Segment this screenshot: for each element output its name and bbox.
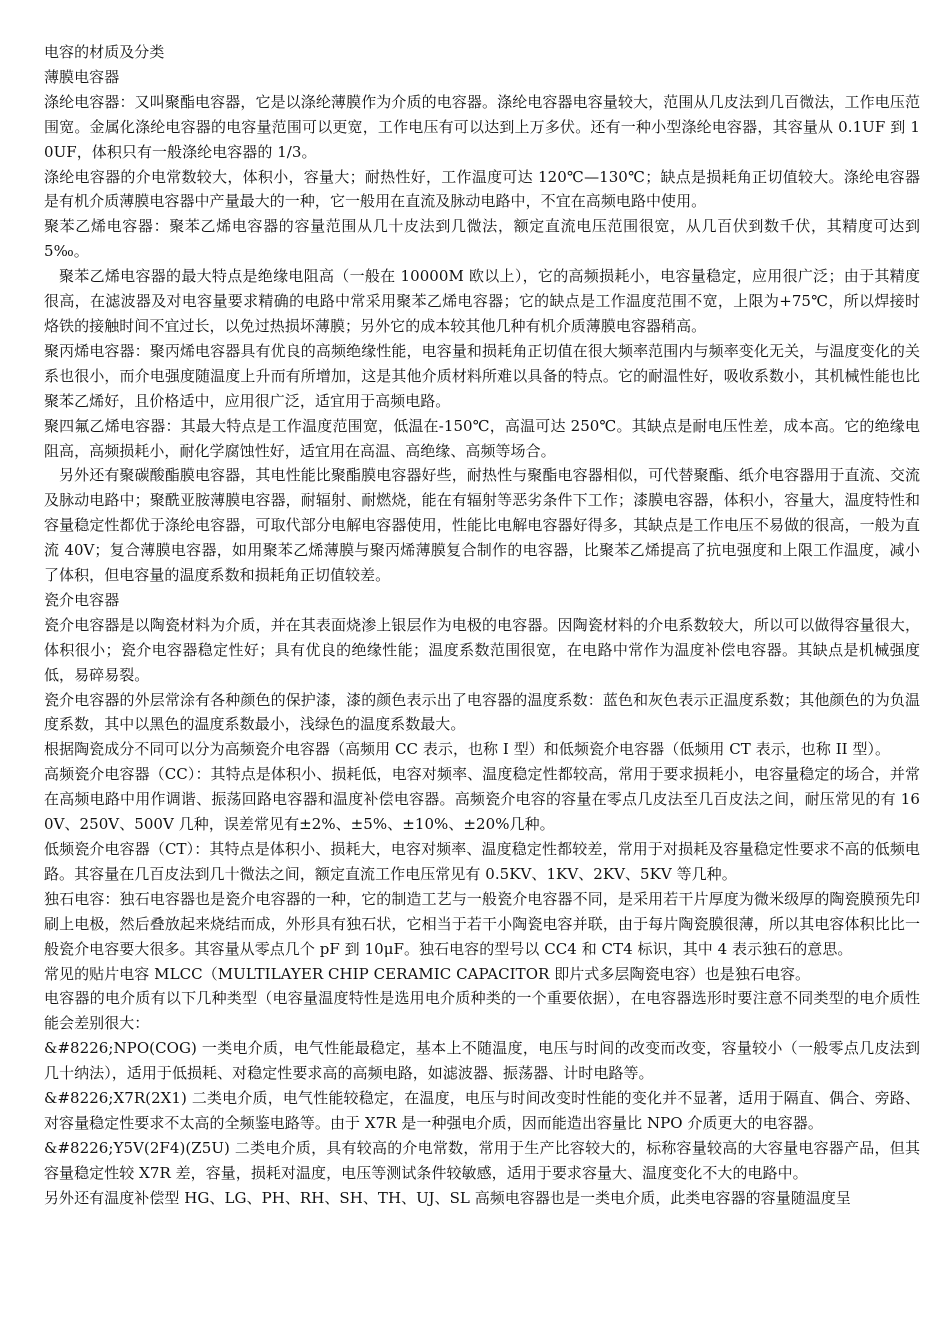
paragraph: 另外还有温度补偿型 HG、LG、PH、RH、SH、TH、UJ、SL 高频电容器也是一类电介质，此类电容器的容量随温度呈 — [44, 1188, 851, 1207]
document-title: 电容的材质及分类 — [44, 43, 165, 61]
paragraph: 瓷介电容器是以陶瓷材料为介质，并在其表面烧渗上银层作为电极的电容器。因陶瓷材料的介电系数较大，所以可以做得容量很大，体积很小；瓷介电容器稳定性好；具有优良的绝缘性能；温度系数范围很宽，在电路中常作为温度补偿电容器。其缺点是机械强度低，易碎易裂。 — [44, 615, 920, 684]
paragraph: &#8226;X7R(2X1) 二类电介质，电气性能较稳定，在温度，电压与时间改变时性能的变化并不显著，适用于隔直、偶合、旁路、对容量稳定性要求不太高的全频鉴电路等。由于 X7R 是一种强电介质，因而能造出容量比 NPO 介质更大的电容器。 — [44, 1089, 920, 1132]
paragraph: 瓷介电容器的外层常涂有各种颜色的保护漆，漆的颜色表示出了电容器的温度系数：蓝色和灰色表示正温度系数；其他颜色的为负温度系数，其中以黑色的温度系数最小，浅绿色的温度系数最大。 — [44, 690, 920, 734]
document-body — [44, 65, 920, 1211]
paragraph: &#8226;Y5V(2F4)(Z5U) 二类电介质，具有较高的介电常数，常用于生产比容较大的，标称容量较高的大容量电容器产品，但其容量稳定性较 X7R 差，容量，损耗对温度，电压等测试条件较敏感，适用于要求容量大、温度变化不大的电路中。 — [44, 1138, 920, 1182]
section-heading: 瓷介电容器 — [44, 590, 120, 609]
paragraph: &#8226;NPO(COG) 一类电介质，电气性能最稳定，基本上不随温度，电压与时间的改变而改变，容量较小（一般零点几皮法到几十纳法），适用于低损耗、对稳定性要求高的高频电路，如滤波器、振荡器、计时电路等。 — [44, 1039, 920, 1083]
paragraph: 低频瓷介电容器（CT）：其特点是体积小、损耗大，电容对频率、温度稳定性都较差，常用于对损耗及容量稳定性要求不高的低频电路。其容量在几百皮法到几十微法之间，额定直流工作电压常见有 0.5KV、1KV、2KV、5KV 等几种。 — [44, 840, 920, 883]
paragraph: 电容器的电介质有以下几种类型（电容量温度特性是选用电介质种类的一个重要依据），在电容器选形时要注意不同类型的电介质性能会差别很大： — [44, 989, 920, 1033]
paragraph: 聚丙烯电容器：聚丙烯电容器具有优良的高频绝缘性能，电容量和损耗角正切值在很大频率范围内与频率变化无关，与温度变化的关系也很小，而介电强度随温度上升而有所增加，这是其他介质材料所难以具备的特点。它的耐温性好，吸收系数小，其机械性能也比聚苯乙烯好，且价格适中，应用很广泛，适宜用于高频电路。 — [44, 341, 920, 410]
paragraph: 高频瓷介电容器（CC）：其特点是体积小、损耗低，电容对频率、温度稳定性都较高，常用于要求损耗小，电容量稳定的场合，并常在高频电路中用作调谐、振荡回路电容器和温度补偿电容器。高频瓷介电容的容量在零点几皮法至几百皮法之间，耐压常见的有 160V、250V、500V 几种，误差常见有±2%、±5%、±10%、±20%几种。 — [44, 765, 920, 834]
paragraph: 聚四氟乙烯电容器：其最大特点是工作温度范围宽，低温在-150℃，高温可达 250℃。其缺点是耐电压性差，成本高。它的绝缘电阻高，高频损耗小，耐化学腐蚀性好，适宜用在高温、高绝缘、高频等场合。 — [44, 416, 920, 460]
paragraph: 聚苯乙烯电容器的最大特点是绝缘电阻高（一般在 10000M 欧以上），它的高频损耗小，电容量稳定，应用很广泛；由于其精度很高，在滤波器及对电容量要求精确的电路中常采用聚苯乙烯电容器；它的缺点是工作温度范围不宽，上限为+75℃，所以焊接时烙铁的接触时间不宜过长，以免过热损坏薄膜；另外它的成本较其他几种有机介质薄膜电容器稍高。 — [44, 267, 920, 335]
document-page — [44, 40, 920, 1211]
paragraph: 涤纶电容器的介电常数较大，体积小，容量大；耐热性好，工作温度可达 120℃—130℃；缺点是损耗角正切值较大。涤纶电容器是有机介质薄膜电容器中产量最大的一种，它一般用在直流及脉动电路中，不宜在高频电路中使用。 — [44, 167, 920, 211]
paragraph: 涤纶电容器：又叫聚酯电容器，它是以涤纶薄膜作为介质的电容器。涤纶电容器电容量较大，范围从几皮法到几百微法，工作电压范围宽。金属化涤纶电容器的电容量范围可以更宽，工作电压有可以达到上万多伏。还有一种小型涤纶电容器，其容量从 0.1UF 到 10UF，体积只有一般涤纶电容器的 1/3。 — [44, 92, 920, 161]
paragraph: 独石电容：独石电容器也是瓷介电容器的一种，它的制造工艺与一般瓷介电容器不同，是采用若干片厚度为微米级厚的陶瓷膜预先印刷上电极，然后叠放起来烧结而成，外形具有独石状，它相当于若干小陶瓷电容并联，由于每片陶瓷膜很薄，所以其电容体积比比一般瓷介电容要大很多。其容量从零点几个 pF 到 10μF。独石电容的型号以 CC4 和 CT4 标识，其中 4 表示独石的意思。 — [44, 889, 920, 958]
paragraph: 另外还有聚碳酸酯膜电容器，其电性能比聚酯膜电容器好些，耐热性与聚酯电容器相似，可代替聚酯、纸介电容器用于直流、交流及脉动电路中；聚酰亚胺薄膜电容器，耐辐射、耐燃烧，能在有辐射等恶劣条件下工作；漆膜电容器，体积小，容量大，温度特性和容量稳定性都优于涤纶电容器，可取代部分电解电容器使用，性能比电解电容器好得多，其缺点是工作电压不易做的很高，一般为直流 40V；复合薄膜电容器，如用聚苯乙烯薄膜与聚丙烯薄膜复合制作的电容器，比聚苯乙烯提高了抗电强度和上限工作温度，减小了体积，但电容量的温度系数和损耗角正切值较差。 — [44, 466, 920, 585]
paragraph: 聚苯乙烯电容器：聚苯乙烯电容器的容量范围从几十皮法到几微法，额定直流电压范围很宽，从几百伏到数千伏，其精度可达到 5‰。 — [44, 217, 920, 261]
section-heading: 薄膜电容器 — [44, 67, 120, 86]
paragraph: 常见的贴片电容 MLCC（MULTILAYER CHIP CERAMIC CAPACITOR 即片式多层陶瓷电容）也是独石电容。 — [44, 964, 811, 983]
paragraph: 根据陶瓷成分不同可以分为高频瓷介电容器（高频用 CC 表示，也称 I 型）和低频瓷介电容器（低频用 CT 表示，也称 II 型）。 — [44, 740, 891, 759]
